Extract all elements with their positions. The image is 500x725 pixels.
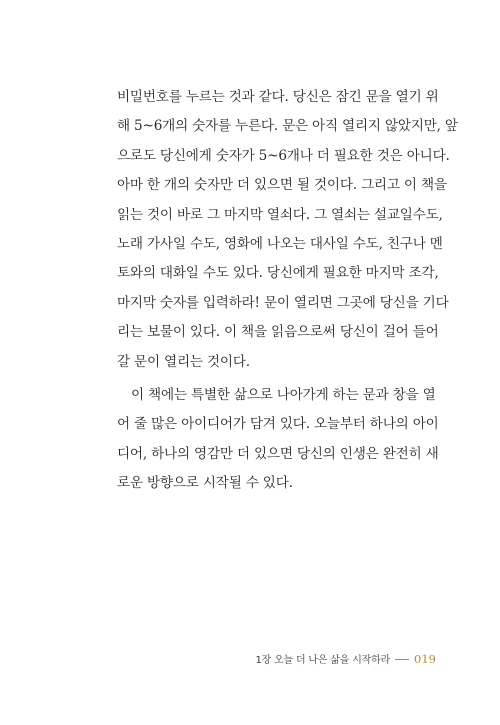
text-line: 읽는 것이 바로 그 마지막 열쇠다. 그 열쇠는 설교일수도, xyxy=(117,206,443,223)
text-line: 노래 가사일 수도, 영화에 나오는 대사일 수도, 친구나 멘 xyxy=(117,235,443,252)
text-line: 비밀번호를 누르는 것과 같다. 당신은 잠긴 문을 열기 위 xyxy=(117,89,439,105)
paragraph-2 xyxy=(117,381,439,499)
text-line: 마지막 숫자를 입력하라! 문이 열리면 그곳에 당신을 기다 xyxy=(117,294,449,311)
text-line: 아마 한 개의 숫자만 더 있으면 될 것이다. 그리고 이 책을 xyxy=(117,177,447,194)
text-line: 어 줄 많은 아이디어가 담겨 있다. 오늘부터 하나의 아이 xyxy=(117,416,439,433)
text-line: 토와의 대화일 수도 있다. 당신에게 필요한 마지막 조각, xyxy=(117,265,439,282)
running-chapter-title: 1장 오늘 더 나은 삶을 시작하라 xyxy=(255,655,391,666)
page-footer xyxy=(255,651,436,666)
text-line: 으로도 당신에게 숫자가 5~6개나 더 필요한 것은 아니다. xyxy=(117,147,450,164)
body-text xyxy=(117,83,458,498)
text-line: 해 5~6개의 숫자를 누른다. 문은 아직 열리지 않았지만, 앞 xyxy=(117,118,458,135)
text-line: 리는 보물이 있다. 이 책을 읽음으로써 당신이 걸어 들어 xyxy=(117,324,439,341)
paragraph-1 xyxy=(117,83,458,377)
footer-divider xyxy=(395,659,409,660)
page-number: 019 xyxy=(414,652,436,666)
text-line: 로운 방향으로 시작될 수 있다. xyxy=(117,475,293,492)
text-line: 갈 문이 열리는 것이다. xyxy=(117,353,250,370)
text-line: 디어, 하나의 영감만 더 있으면 당신의 인생은 완전히 새 xyxy=(117,445,439,462)
text-line: 이 책에는 특별한 삶으로 나아가게 하는 문과 창을 열 xyxy=(131,386,436,403)
